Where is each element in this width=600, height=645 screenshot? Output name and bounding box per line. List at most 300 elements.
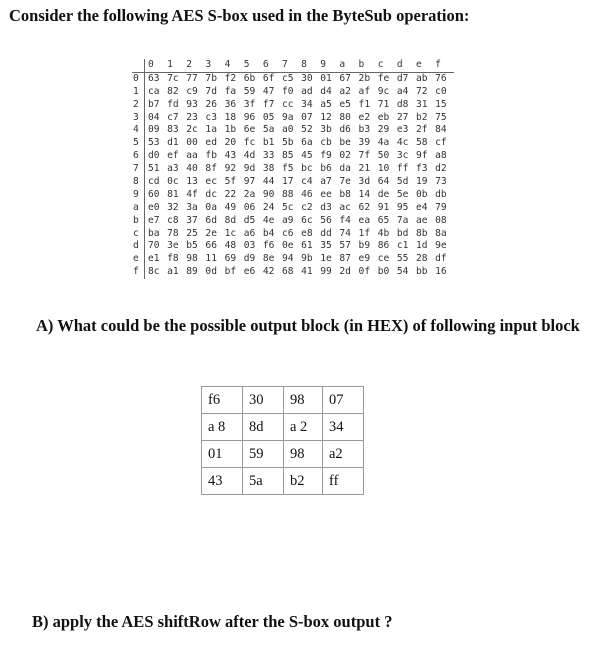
sbox-cell: b9: [358, 240, 371, 252]
sbox-cell: 51: [148, 163, 160, 175]
sbox-cell: c9: [186, 85, 198, 97]
sbox-cell: 3c: [396, 150, 409, 162]
sbox-cell: 71: [377, 98, 390, 110]
sbox-col-header: d: [396, 59, 403, 70]
sbox-cell: 13: [186, 176, 198, 188]
sbox-cell: c6: [281, 227, 294, 239]
sbox-cell: 18: [224, 111, 237, 123]
sbox-cell: a3: [167, 163, 179, 175]
sbox-cell: 9f: [415, 150, 428, 162]
input-block-row: [202, 441, 364, 468]
sbox-cell: 68: [281, 266, 294, 278]
sbox-cell: f3: [415, 163, 428, 175]
sbox-cell: 08: [435, 214, 447, 226]
sbox-cell: 07: [301, 111, 313, 123]
sbox-row: [132, 215, 454, 228]
sbox-cell: 92: [224, 163, 237, 175]
sbox-cell: ad: [301, 85, 313, 97]
sbox-cell: e5: [339, 98, 351, 110]
sbox-cell: 7a: [396, 214, 409, 226]
sbox-row-header: 0: [132, 73, 145, 86]
sbox-cell: 2f: [415, 124, 428, 136]
sbox-cell: e9: [358, 253, 371, 265]
sbox-row-header: 3: [132, 112, 145, 125]
sbox-cell: c1: [396, 240, 409, 252]
sbox-cell: 9e: [435, 240, 447, 252]
input-block-cell: 98: [284, 387, 323, 414]
sbox-cell: 80: [339, 111, 351, 123]
input-block-cell: 5a: [243, 468, 284, 495]
sbox-cell: 19: [415, 176, 428, 188]
sbox-cell: e2: [358, 111, 371, 123]
input-block-cell: f6: [202, 387, 243, 414]
sbox-cell: fa: [224, 85, 237, 97]
sbox-cell: 44: [262, 176, 275, 188]
sbox-cell: b7: [148, 98, 160, 110]
sbox-cell: ce: [377, 253, 390, 265]
sbox-cell: 87: [339, 253, 351, 265]
sbox-cell: a5: [320, 98, 332, 110]
sbox-cell: 77: [186, 72, 198, 84]
sbox-cell: f6: [262, 240, 275, 252]
sbox-cell: b1: [262, 137, 275, 149]
sbox-cell: a1: [167, 266, 179, 278]
page-title: Consider the following AES S-box used in the ByteSub operation:: [9, 6, 470, 25]
sbox-cell: 58: [415, 137, 428, 149]
sbox-row-header: e: [132, 253, 145, 266]
question-a: A) What could be the possible output block (in HEX) of following input block: [36, 316, 580, 335]
sbox-cell: bc: [301, 163, 313, 175]
sbox-cell: 52: [301, 124, 313, 136]
sbox-cell: af: [358, 85, 371, 97]
sbox-cell: d7: [396, 72, 409, 84]
sbox-row: [132, 240, 454, 253]
sbox-cell: 7d: [205, 85, 217, 97]
sbox-cell: 0a: [205, 201, 217, 213]
sbox-row: [132, 124, 454, 137]
sbox-cell: 96: [243, 111, 256, 123]
sbox-cell: f9: [320, 150, 332, 162]
input-block-cell: 01: [202, 441, 243, 468]
sbox-cell: b8: [339, 188, 351, 200]
sbox-cell: 05: [262, 111, 275, 123]
sbox-cell: de: [377, 188, 390, 200]
input-block-cell: a 2: [284, 414, 323, 441]
sbox-row: [132, 73, 454, 86]
sbox-cell: 26: [205, 98, 217, 110]
sbox-cell: 1c: [224, 227, 237, 239]
sbox-cell: 09: [148, 124, 160, 136]
sbox-cell: 69: [224, 253, 237, 265]
sbox-cell: 11: [205, 253, 217, 265]
sbox-cell: c7: [167, 111, 179, 123]
sbox-header-row: [132, 59, 454, 73]
question-b: B) apply the AES shiftRow after the S-box output ?: [32, 612, 393, 631]
input-block-cell: 59: [243, 441, 284, 468]
input-block-cell: b2: [284, 468, 323, 495]
sbox-cell: ab: [415, 72, 428, 84]
sbox-row: [132, 266, 454, 279]
sbox-cell: bd: [396, 227, 409, 239]
sbox-cell: f0: [281, 85, 294, 97]
sbox-cell: ee: [320, 188, 332, 200]
sbox-cell: fb: [205, 150, 217, 162]
sbox-col-header: c: [377, 59, 384, 70]
sbox-cell: 21: [358, 163, 371, 175]
sbox-cell: 2b: [358, 72, 371, 84]
sbox-cell: 91: [377, 201, 390, 213]
sbox-row: [132, 253, 454, 266]
sbox-cell: 59: [243, 85, 256, 97]
sbox-cell: d1: [167, 137, 179, 149]
sbox-col-header: 8: [301, 59, 307, 70]
sbox-cell: 5b: [281, 137, 294, 149]
sbox-cell: a7: [320, 176, 332, 188]
sbox-cell: 5a: [262, 124, 275, 136]
sbox-cell: ea: [358, 214, 371, 226]
sbox-cell: 9c: [377, 85, 390, 97]
sbox-cell: 82: [167, 85, 179, 97]
input-block-cell: 43: [202, 468, 243, 495]
sbox-row: [132, 228, 454, 241]
sbox-cell: 63: [148, 72, 160, 84]
sbox-cell: 8a: [435, 227, 447, 239]
sbox-cell: 4a: [377, 137, 390, 149]
sbox-cell: cf: [435, 137, 447, 149]
sbox-cell: 6e: [243, 124, 256, 136]
sbox-cell: 6d: [205, 214, 217, 226]
sbox-cell: dd: [320, 227, 332, 239]
sbox-cell: 48: [224, 240, 237, 252]
sbox-cell: d9: [243, 253, 256, 265]
sbox-row-header: d: [132, 240, 145, 253]
sbox-col-header: 0: [148, 59, 154, 70]
sbox-cell: 79: [435, 201, 447, 213]
sbox-row: [132, 163, 454, 176]
sbox-cell: 76: [435, 72, 447, 84]
sbox-cell: 0c: [167, 176, 179, 188]
sbox-cell: bb: [415, 266, 428, 278]
sbox-cell: 42: [262, 266, 275, 278]
sbox-cell: da: [339, 163, 351, 175]
sbox-cell: bf: [224, 266, 237, 278]
sbox-cell: 8e: [262, 253, 275, 265]
sbox-cell: 33: [262, 150, 275, 162]
sbox-cell: 60: [148, 188, 160, 200]
sbox-cell: 37: [186, 214, 198, 226]
sbox-cell: 03: [243, 240, 256, 252]
sbox-cell: 20: [224, 137, 237, 149]
sbox-cell: e7: [148, 214, 160, 226]
sbox-cell: 0e: [281, 240, 294, 252]
sbox-row: [132, 202, 454, 215]
input-block-cell: 30: [243, 387, 284, 414]
sbox-row: [132, 176, 454, 189]
input-block-cell: a2: [323, 441, 364, 468]
sbox-row: [132, 137, 454, 150]
sbox-cell: 0b: [415, 188, 428, 200]
input-block-cell: 07: [323, 387, 364, 414]
sbox-cell: 4b: [377, 227, 390, 239]
sbox-row: [132, 189, 454, 202]
sbox-cell: 46: [301, 188, 313, 200]
sbox-cell: c4: [301, 176, 313, 188]
sbox-cell: 40: [186, 163, 198, 175]
sbox-row: [132, 112, 454, 125]
sbox-cell: 15: [435, 98, 447, 110]
sbox-cell: b5: [186, 240, 198, 252]
sbox-cell: 4c: [396, 137, 409, 149]
sbox-cell: e0: [148, 201, 160, 213]
sbox-col-header: 4: [224, 59, 231, 70]
sbox-cell: 4f: [186, 188, 198, 200]
sbox-cell: b4: [262, 227, 275, 239]
sbox-cell: 5e: [396, 188, 409, 200]
sbox-row-header: 2: [132, 99, 145, 112]
sbox-cell: 99: [320, 266, 332, 278]
sbox-cell: 1e: [320, 253, 332, 265]
sbox-cell: 00: [186, 137, 198, 149]
sbox-cell: 14: [358, 188, 371, 200]
input-block-row: [202, 414, 364, 441]
sbox-cell: 12: [320, 111, 332, 123]
sbox-cell: cb: [320, 137, 332, 149]
sbox-cell: 0d: [205, 266, 217, 278]
sbox-cell: 7f: [358, 150, 371, 162]
sbox-cell: 1f: [358, 227, 371, 239]
input-block-cell: a 8: [202, 414, 243, 441]
sbox-col-header: 5: [243, 59, 250, 70]
sbox-cell: 74: [339, 227, 351, 239]
sbox-cell: 55: [396, 253, 409, 265]
sbox-cell: c2: [301, 201, 313, 213]
sbox-cell: 83: [167, 124, 179, 136]
sbox-cell: b3: [358, 124, 371, 136]
sbox-cell: cc: [281, 98, 294, 110]
sbox-cell: ba: [148, 227, 160, 239]
sbox-cell: cd: [148, 176, 160, 188]
sbox-cell: c0: [435, 85, 447, 97]
sbox-cell: 24: [262, 201, 275, 213]
sbox-cell: 64: [377, 176, 390, 188]
sbox-cell: 70: [148, 240, 160, 252]
input-block-row: [202, 387, 364, 414]
sbox-cell: a8: [435, 150, 447, 162]
sbox-cell: 84: [435, 124, 447, 136]
sbox-cell: f7: [262, 98, 275, 110]
sbox-row-header: a: [132, 202, 145, 215]
sbox-cell: 49: [224, 201, 237, 213]
sbox-cell: 88: [281, 188, 294, 200]
sbox-cell: 01: [320, 72, 332, 84]
sbox-cell: 2e: [205, 227, 217, 239]
sbox-cell: 90: [262, 188, 275, 200]
sbox-cell: c5: [281, 72, 294, 84]
sbox-cell: ca: [148, 85, 160, 97]
sbox-row: [132, 86, 454, 99]
sbox-cell: 9a: [281, 111, 294, 123]
sbox-cell: 67: [339, 72, 351, 84]
sbox-cell: 41: [301, 266, 313, 278]
sbox-cell: d4: [320, 85, 332, 97]
sbox-cell: 02: [339, 150, 351, 162]
sbox-cell: aa: [186, 150, 198, 162]
input-block-cell: ff: [323, 468, 364, 495]
sbox-cell: 85: [281, 150, 294, 162]
sbox-cell: 73: [435, 176, 447, 188]
sbox-cell: 6f: [262, 72, 275, 84]
sbox-corner: [132, 59, 145, 72]
sbox-cell: 43: [224, 150, 237, 162]
sbox-cell: 22: [224, 188, 237, 200]
sbox-cell: 86: [377, 240, 390, 252]
sbox-col-header: e: [415, 59, 422, 70]
sbox-col-header: 3: [205, 59, 212, 70]
sbox-cell: 3e: [167, 240, 179, 252]
sbox-cell: 6b: [243, 72, 256, 84]
sbox-cell: a0: [281, 124, 294, 136]
sbox-cell: f5: [281, 163, 294, 175]
sbox-cell: 27: [396, 111, 409, 123]
sbox-cell: 23: [186, 111, 198, 123]
sbox-cell: 32: [167, 201, 179, 213]
sbox-cell: 7c: [167, 72, 179, 84]
sbox-cell: eb: [377, 111, 390, 123]
sbox-col-header: f: [435, 59, 441, 70]
sbox-cell: 9b: [301, 253, 313, 265]
sbox-cell: ec: [205, 176, 217, 188]
sbox-cell: 0f: [358, 266, 371, 278]
sbox-cell: 5c: [281, 201, 294, 213]
sbox-body: [132, 73, 454, 279]
input-block-row: [202, 468, 364, 495]
sbox-cell: 50: [377, 150, 390, 162]
sbox-cell: d8: [396, 98, 409, 110]
sbox-cell: 34: [301, 98, 313, 110]
sbox-row-header: 5: [132, 137, 145, 150]
sbox-row-header: 1: [132, 86, 145, 99]
sbox-cell: b0: [377, 266, 390, 278]
sbox-cell: d0: [148, 150, 160, 162]
sbox-cell: 4e: [262, 214, 275, 226]
sbox-cell: ae: [415, 214, 428, 226]
sbox-cell: 8f: [205, 163, 217, 175]
sbox-cell: 8b: [415, 227, 428, 239]
sbox-cell: 56: [320, 214, 332, 226]
sbox-row-header: 8: [132, 176, 145, 189]
sbox-cell: e1: [148, 253, 160, 265]
sbox-cell: a4: [396, 85, 409, 97]
sbox-cell: be: [339, 137, 351, 149]
sbox-cell: 47: [262, 85, 275, 97]
sbox-col-header: 9: [320, 59, 327, 70]
sbox-table: [132, 59, 454, 279]
sbox-cell: 81: [167, 188, 179, 200]
sbox-cell: 89: [186, 266, 198, 278]
sbox-cell: d2: [435, 163, 447, 175]
sbox-cell: 98: [186, 253, 198, 265]
sbox-cell: 1d: [415, 240, 428, 252]
sbox-cell: 3f: [243, 98, 256, 110]
sbox-cell: ff: [396, 163, 409, 175]
sbox-cell: 45: [301, 150, 313, 162]
sbox-cell: dc: [205, 188, 217, 200]
sbox-row-header: b: [132, 215, 145, 228]
sbox-cell: df: [435, 253, 447, 265]
sbox-cell: c8: [167, 214, 179, 226]
sbox-cell: f1: [358, 98, 371, 110]
sbox-cell: 30: [301, 72, 313, 84]
sbox-cell: 95: [396, 201, 409, 213]
sbox-cell: 62: [358, 201, 371, 213]
sbox-cell: fe: [377, 72, 390, 84]
input-block-cell: 8d: [243, 414, 284, 441]
sbox-cell: d6: [339, 124, 351, 136]
sbox-cell: 66: [205, 240, 217, 252]
sbox-cell: 1b: [224, 124, 237, 136]
sbox-row: [132, 99, 454, 112]
input-block-cell: 34: [323, 414, 364, 441]
sbox-row-header: 7: [132, 163, 145, 176]
sbox-cell: 28: [415, 253, 428, 265]
input-block-table: [201, 386, 364, 495]
sbox-cell: 6c: [301, 214, 313, 226]
sbox-cell: c3: [205, 111, 217, 123]
sbox-col-header: 7: [281, 59, 288, 70]
sbox-cell: 7b: [205, 72, 217, 84]
sbox-cell: a6: [243, 227, 256, 239]
sbox-cell: d5: [243, 214, 256, 226]
sbox-cell: ed: [205, 137, 217, 149]
sbox-cell: 3a: [186, 201, 198, 213]
sbox-cell: 65: [377, 214, 390, 226]
sbox-cell: ef: [167, 150, 179, 162]
sbox-cell: 3b: [320, 124, 332, 136]
sbox-cell: 25: [186, 227, 198, 239]
sbox-cell: 7e: [339, 176, 351, 188]
sbox-col-header: 6: [262, 59, 269, 70]
sbox-col-header: a: [339, 59, 346, 70]
sbox-cell: 3d: [358, 176, 371, 188]
sbox-cell: fc: [243, 137, 256, 149]
sbox-row-header: 4: [132, 124, 145, 137]
sbox-cell: 36: [224, 98, 237, 110]
sbox-cell: 78: [167, 227, 179, 239]
sbox-cell: 17: [281, 176, 294, 188]
sbox-cell: 54: [396, 266, 409, 278]
sbox-cell: a9: [281, 214, 294, 226]
sbox-cell: e3: [396, 124, 409, 136]
sbox-cell: 06: [243, 201, 256, 213]
sbox-cell: 94: [281, 253, 294, 265]
sbox-cell: e8: [301, 227, 313, 239]
sbox-cell: b6: [320, 163, 332, 175]
sbox-cell: 75: [435, 111, 447, 123]
sbox-col-header: 2: [186, 59, 193, 70]
sbox-cell: 1a: [205, 124, 217, 136]
sbox-cell: 38: [262, 163, 275, 175]
sbox-cell: 2c: [186, 124, 198, 136]
sbox-cell: 4d: [243, 150, 256, 162]
sbox-cell: 6a: [301, 137, 313, 149]
sbox-cell: 04: [148, 111, 160, 123]
sbox-cell: a2: [339, 85, 351, 97]
sbox-cell: b2: [415, 111, 428, 123]
sbox-cell: 10: [377, 163, 390, 175]
sbox-cell: f8: [167, 253, 179, 265]
sbox-col-header: 1: [167, 59, 173, 70]
sbox-col-header: b: [358, 59, 365, 70]
